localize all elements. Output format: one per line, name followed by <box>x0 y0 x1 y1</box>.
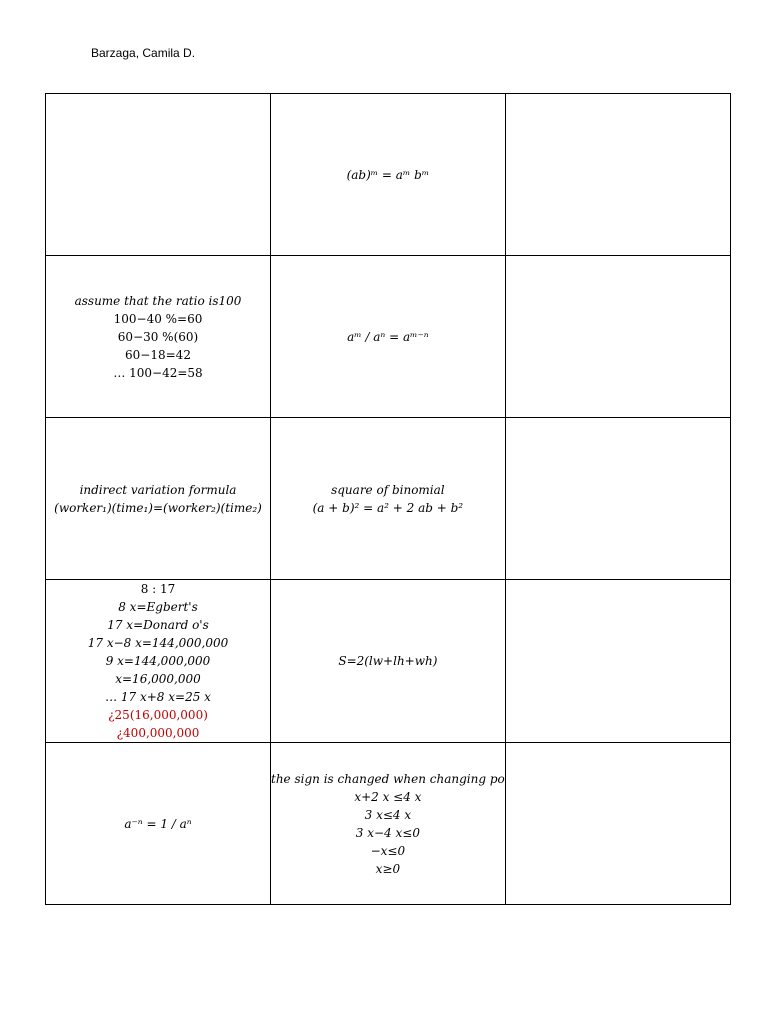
table-cell <box>505 743 730 905</box>
table-cell <box>271 580 506 743</box>
table-row <box>46 580 731 743</box>
surface-area-formula: S=2(lw+lh+wh) <box>338 654 438 668</box>
table-row <box>46 94 731 256</box>
ratio-solution <box>46 292 270 382</box>
math-line: 3 x≤4 x <box>364 807 412 822</box>
math-line: 60−30 %(60) <box>117 329 199 344</box>
math-line: … 17 x+8 x=25 x <box>105 690 211 704</box>
math-line: square of binomial <box>331 482 445 497</box>
notes-table <box>45 93 731 905</box>
table-cell <box>46 743 271 905</box>
math-line: (worker₁)(time₁)=(worker₂)(time₂) <box>54 500 262 515</box>
math-line: 3 x−4 x≤0 <box>355 825 420 840</box>
negative-exponent-formula: a⁻ⁿ = 1 / aⁿ <box>124 816 192 831</box>
math-line: the sign is changed when changing po <box>271 771 505 786</box>
table-cell <box>271 94 506 256</box>
table-cell <box>505 94 730 256</box>
table-cell <box>271 418 506 580</box>
inequality-solution <box>271 770 505 878</box>
math-line: x+2 x ≤4 x <box>354 789 422 804</box>
math-line: x=16,000,000 <box>115 672 201 686</box>
math-line: ¿25(16,000,000) <box>108 708 208 722</box>
table-cell <box>505 418 730 580</box>
power-of-product-formula: (ab)ᵐ = aᵐ bᵐ <box>346 167 430 182</box>
quotient-of-powers-formula: aᵐ / aⁿ = aᵐ⁻ⁿ <box>347 329 429 344</box>
table-cell <box>46 94 271 256</box>
table-cell <box>505 256 730 418</box>
table-row <box>46 743 731 905</box>
math-line: (a + b)² = a² + 2 ab + b² <box>312 500 464 515</box>
indirect-variation-note <box>46 481 270 517</box>
math-line: 100−40 %=60 <box>113 311 203 326</box>
math-line: 9 x=144,000,000 <box>105 654 211 668</box>
math-line: … 100−42=58 <box>113 365 203 380</box>
math-line: indirect variation formula <box>79 482 237 497</box>
table-cell <box>271 743 506 905</box>
table-cell <box>46 256 271 418</box>
author-name: Barzaga, Camila D. <box>91 46 196 60</box>
table-cell <box>46 418 271 580</box>
table-cell <box>46 580 271 743</box>
math-line: 60−18=42 <box>125 347 191 362</box>
math-line: 17 x−8 x=144,000,000 <box>87 636 229 650</box>
math-line: −x≤0 <box>370 843 406 858</box>
math-line: assume that the ratio is100 <box>74 293 242 308</box>
math-line: 17 x=Donard o's <box>107 618 209 632</box>
ratio-money-solution <box>46 580 270 742</box>
math-line: x≥0 <box>375 861 401 876</box>
math-line: ¿400,000,000 <box>116 726 200 740</box>
table-cell <box>271 256 506 418</box>
math-line: 8 x=Egbert's <box>118 600 198 614</box>
table-cell <box>505 580 730 743</box>
table-row <box>46 256 731 418</box>
math-line: 8 : 17 <box>140 582 176 596</box>
table-row <box>46 418 731 580</box>
square-of-binomial-note <box>271 481 505 517</box>
